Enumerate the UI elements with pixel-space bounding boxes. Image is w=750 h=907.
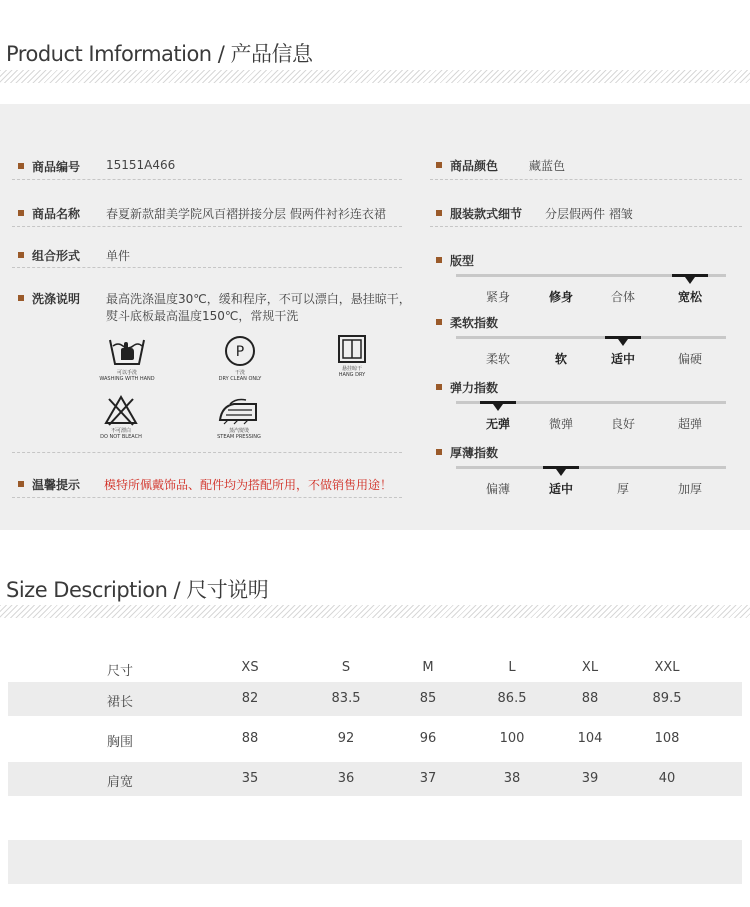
care-hang-dry (325, 334, 379, 378)
scale-option: 偏硬 (677, 352, 703, 366)
size-row-label: 裙长 (107, 695, 134, 710)
washing-value-line1: 最高洗涤温度30℃，缓和程序，不可以漂白，悬挂晾干， (106, 292, 411, 306)
scale-track (456, 466, 726, 469)
product-name-label: 商品名称 (32, 207, 81, 221)
bullet-icon (436, 449, 442, 455)
scale-option: 超弹 (677, 417, 703, 431)
combination-value: 单件 (106, 249, 131, 263)
care-caption-en: HANG DRY (338, 371, 366, 378)
scale-option: 紧身 (485, 290, 511, 304)
size-row-label: 胸围 (107, 735, 134, 750)
scale-option: 柔软 (485, 352, 511, 366)
style-detail-label: 服装款式细节 (450, 207, 523, 221)
bullet-icon (18, 252, 24, 258)
size-cell: 108 (654, 731, 680, 746)
size-cell: 104 (577, 731, 603, 746)
size-row-label: 肩宽 (107, 775, 134, 790)
no-bleach-icon (103, 394, 139, 426)
scale-option: 无弹 (485, 417, 511, 431)
scale-pointer-icon (685, 277, 695, 284)
size-row-length (8, 682, 742, 716)
steam-iron-icon (216, 396, 262, 426)
row-divider (12, 267, 402, 268)
care-no-bleach (96, 394, 146, 440)
scale-label: 厚薄指数 (450, 446, 499, 460)
size-row-shoulder (8, 762, 742, 796)
product-code-value: 15151A466 (106, 158, 176, 172)
size-row-chest (8, 722, 742, 756)
size-cell: 100 (499, 731, 525, 746)
row-divider (12, 226, 402, 227)
size-header-cell: M (422, 660, 434, 675)
color-label: 商品颜色 (450, 159, 499, 173)
care-caption-cn: 干洗 (234, 369, 245, 376)
scale-option: 适中 (548, 482, 574, 496)
size-header-label: 尺寸 (107, 664, 134, 679)
care-caption-cn: 悬挂晾干 (341, 365, 362, 372)
size-cell: 96 (419, 731, 437, 746)
dry-clean-symbol: P (235, 344, 245, 360)
bullet-icon (18, 210, 24, 216)
dry-clean-icon (223, 334, 257, 368)
scale-option: 合体 (610, 290, 636, 304)
scale-label: 版型 (450, 254, 475, 268)
size-cell: 37 (419, 771, 437, 786)
bullet-icon (436, 162, 442, 168)
combination-label: 组合形式 (32, 249, 81, 263)
row-divider (430, 226, 742, 227)
size-header-cell: L (508, 660, 516, 675)
size-cell: 83.5 (331, 691, 361, 706)
scale-option: 偏薄 (485, 482, 511, 496)
size-header-row (8, 651, 742, 685)
size-header-cell: XL (581, 660, 599, 675)
style-detail-value: 分层假两件 褶皱 (545, 207, 633, 221)
care-caption-en: WASHING WITH HAND (99, 375, 155, 382)
product-info-title: Product Imformation / 产品信息 (6, 42, 313, 66)
bullet-icon (18, 163, 24, 169)
product-info-panel (0, 104, 750, 530)
size-cell: 40 (658, 771, 676, 786)
care-caption-en: DO NOT BLEACH (100, 433, 142, 440)
row-divider (12, 497, 402, 498)
scale-option: 修身 (548, 290, 574, 304)
bullet-icon (18, 481, 24, 487)
size-header-cell: XXL (654, 660, 680, 675)
care-caption-cn: 蒸汽熨烫 (228, 427, 249, 434)
size-cell: 88 (581, 691, 599, 706)
row-divider (12, 452, 402, 453)
size-cell: 89.5 (652, 691, 682, 706)
scale-pointer-icon (556, 469, 566, 476)
care-steam-iron (210, 396, 268, 440)
size-cell: 39 (581, 771, 599, 786)
scale-option: 软 (554, 352, 568, 366)
size-header-cell: XS (241, 660, 259, 675)
care-dry-clean (211, 334, 269, 382)
scale-track (456, 336, 726, 339)
row-divider (430, 179, 742, 180)
bullet-icon (436, 319, 442, 325)
care-caption-cn: 可以手洗 (116, 369, 137, 376)
size-cell: 35 (241, 771, 259, 786)
bullet-icon (436, 210, 442, 216)
size-cell: 92 (337, 731, 355, 746)
hand-wash-icon (107, 334, 147, 368)
scale-option: 加厚 (677, 482, 703, 496)
scale-pointer-icon (493, 404, 503, 411)
product-code-label: 商品编号 (32, 160, 81, 174)
scale-option: 良好 (610, 417, 636, 431)
scale-option: 微弹 (548, 417, 574, 431)
care-caption-en: STEAM PRESSING (217, 433, 261, 440)
bullet-icon (436, 384, 442, 390)
title-divider (0, 605, 750, 618)
scale-label: 弹力指数 (450, 381, 499, 395)
row-divider (12, 179, 402, 180)
bullet-icon (436, 257, 442, 263)
reminder-value: 模特所佩戴饰品、配件均为搭配所用，不做销售用途！ (104, 478, 393, 492)
size-cell: 36 (337, 771, 355, 786)
scale-pointer-icon (618, 339, 628, 346)
hang-dry-icon (337, 334, 367, 364)
care-caption-cn: 不可漂白 (110, 427, 131, 434)
title-divider (0, 70, 750, 83)
washing-label: 洗涤说明 (32, 292, 81, 306)
size-cell: 85 (419, 691, 437, 706)
scale-option: 厚 (616, 482, 630, 496)
scale-option: 宽松 (677, 290, 703, 304)
size-cell: 82 (241, 691, 259, 706)
color-value: 藏蓝色 (529, 159, 566, 173)
care-caption-en: DRY CLEAN ONLY (218, 375, 262, 382)
scale-label: 柔软指数 (450, 316, 499, 330)
washing-value-line2: 熨斗底板最高温度150℃，常规干洗 (106, 309, 299, 323)
size-cell: 86.5 (497, 691, 527, 706)
reminder-label: 温馨提示 (32, 478, 81, 492)
product-name-value: 春夏新款甜美学院风百褶拼接分层 假两件衬衫连衣裙 (106, 207, 386, 221)
care-hand-wash (98, 334, 156, 382)
bottom-placeholder (8, 840, 742, 884)
size-header-cell: S (341, 660, 351, 675)
size-cell: 38 (503, 771, 521, 786)
size-cell: 88 (241, 731, 259, 746)
bullet-icon (18, 295, 24, 301)
size-section-title: Size Description / 尺寸说明 (6, 578, 269, 602)
scale-option: 适中 (610, 352, 636, 366)
